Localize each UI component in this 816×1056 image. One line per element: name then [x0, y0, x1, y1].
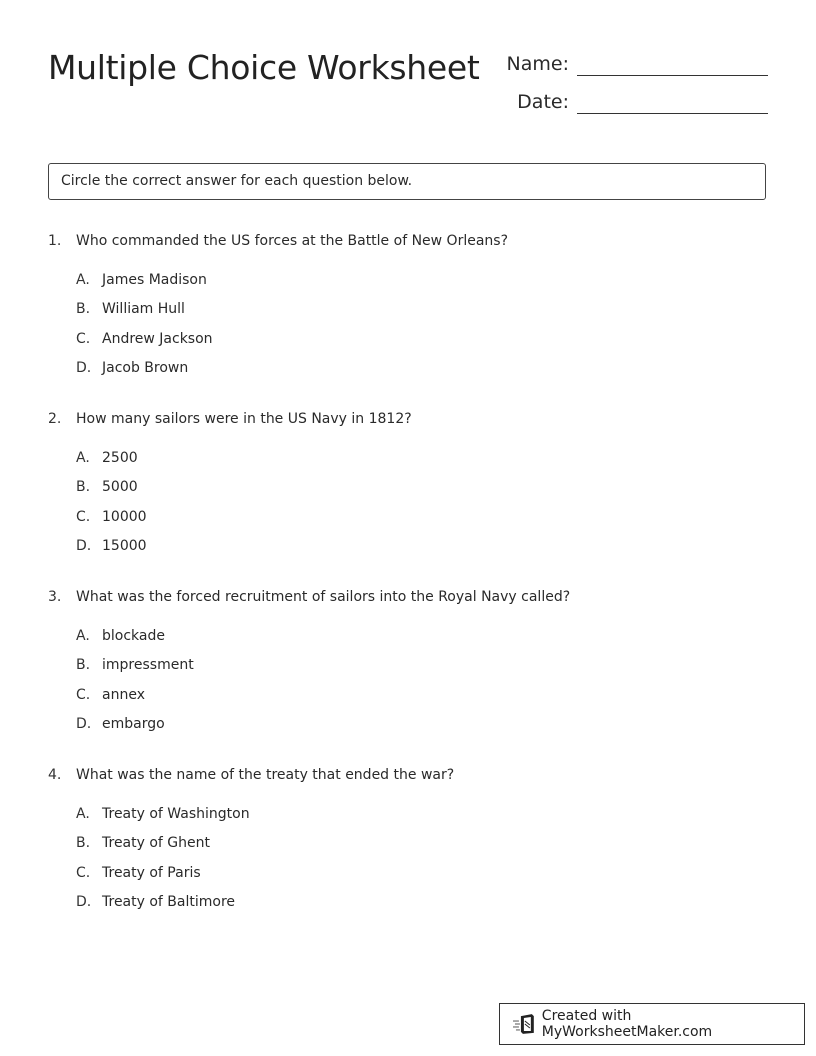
question-3: [48, 587, 768, 744]
option-text: Treaty of Paris: [102, 864, 201, 881]
question-4: [48, 765, 768, 922]
option-letter: D.: [76, 894, 92, 911]
option-d: [76, 714, 768, 743]
option-letter: D.: [76, 360, 92, 377]
option-b: [76, 477, 768, 506]
option-letter: C.: [76, 686, 91, 703]
option-text: Treaty of Washington: [102, 806, 250, 822]
question-number: 1.: [48, 233, 62, 249]
option-text: 10000: [102, 508, 147, 525]
option-b: [76, 299, 768, 328]
option-a: [76, 804, 768, 833]
option-text: impressment: [102, 657, 194, 674]
option-b: [76, 833, 768, 862]
option-list: [48, 270, 768, 388]
date-blank-line: [577, 91, 768, 114]
page-title: Multiple Choice Worksheet: [48, 48, 480, 87]
option-letter: A.: [76, 272, 90, 288]
option-text: annex: [102, 686, 145, 703]
question-number: 3.: [48, 589, 62, 605]
option-letter: A.: [76, 450, 90, 466]
option-text: blockade: [102, 628, 165, 644]
option-letter: B.: [76, 835, 91, 852]
footer-text: Created with MyWorksheetMaker.com: [541, 1008, 713, 1040]
option-text: embargo: [102, 716, 165, 733]
question-text: What was the forced recruitment of sailors into the Royal Navy called?: [76, 589, 571, 605]
option-list: [48, 804, 768, 922]
option-c: [76, 685, 768, 714]
option-letter: D.: [76, 716, 92, 733]
option-letter: B.: [76, 479, 91, 496]
question-text: Who commanded the US forces at the Battle of New Orleans?: [76, 233, 509, 249]
question-number: 2.: [48, 411, 62, 427]
option-d: [76, 892, 768, 921]
option-letter: C.: [76, 508, 91, 525]
question-number: 4.: [48, 767, 62, 783]
footer-credit: [499, 1003, 805, 1045]
option-c: [76, 507, 768, 536]
option-a: [76, 448, 768, 477]
name-field: [489, 52, 768, 76]
option-text: 15000: [102, 538, 147, 555]
date-field: [489, 90, 768, 114]
option-c: [76, 329, 768, 358]
option-letter: A.: [76, 806, 90, 822]
option-text: Andrew Jackson: [102, 330, 213, 347]
option-letter: A.: [76, 628, 90, 644]
option-letter: D.: [76, 538, 92, 555]
option-list: [48, 626, 768, 744]
worksheet-maker-logo-icon: [512, 1013, 536, 1035]
option-c: [76, 863, 768, 892]
question-text: How many sailors were in the US Navy in 1812?: [76, 411, 412, 427]
instructions-box: Circle the correct answer for each question below.: [48, 163, 766, 200]
option-d: [76, 536, 768, 565]
name-blank-line: [577, 53, 768, 76]
option-text: 2500: [102, 450, 138, 466]
option-letter: B.: [76, 301, 91, 318]
option-text: 5000: [102, 479, 138, 496]
question-text: What was the name of the treaty that ended the war?: [76, 767, 455, 783]
option-text: William Hull: [102, 301, 185, 318]
option-letter: C.: [76, 864, 91, 881]
question-2: [48, 409, 768, 566]
option-b: [76, 655, 768, 684]
option-text: Treaty of Baltimore: [102, 894, 236, 911]
option-list: [48, 448, 768, 566]
option-letter: B.: [76, 657, 91, 674]
option-letter: C.: [76, 330, 91, 347]
name-label: Name:: [506, 53, 569, 75]
date-label: Date:: [517, 91, 569, 113]
option-d: [76, 358, 768, 387]
option-text: Treaty of Ghent: [102, 835, 211, 852]
question-1: [48, 231, 768, 388]
option-text: Jacob Brown: [102, 360, 189, 377]
option-a: [76, 270, 768, 299]
option-a: [76, 626, 768, 655]
option-text: James Madison: [102, 272, 207, 288]
